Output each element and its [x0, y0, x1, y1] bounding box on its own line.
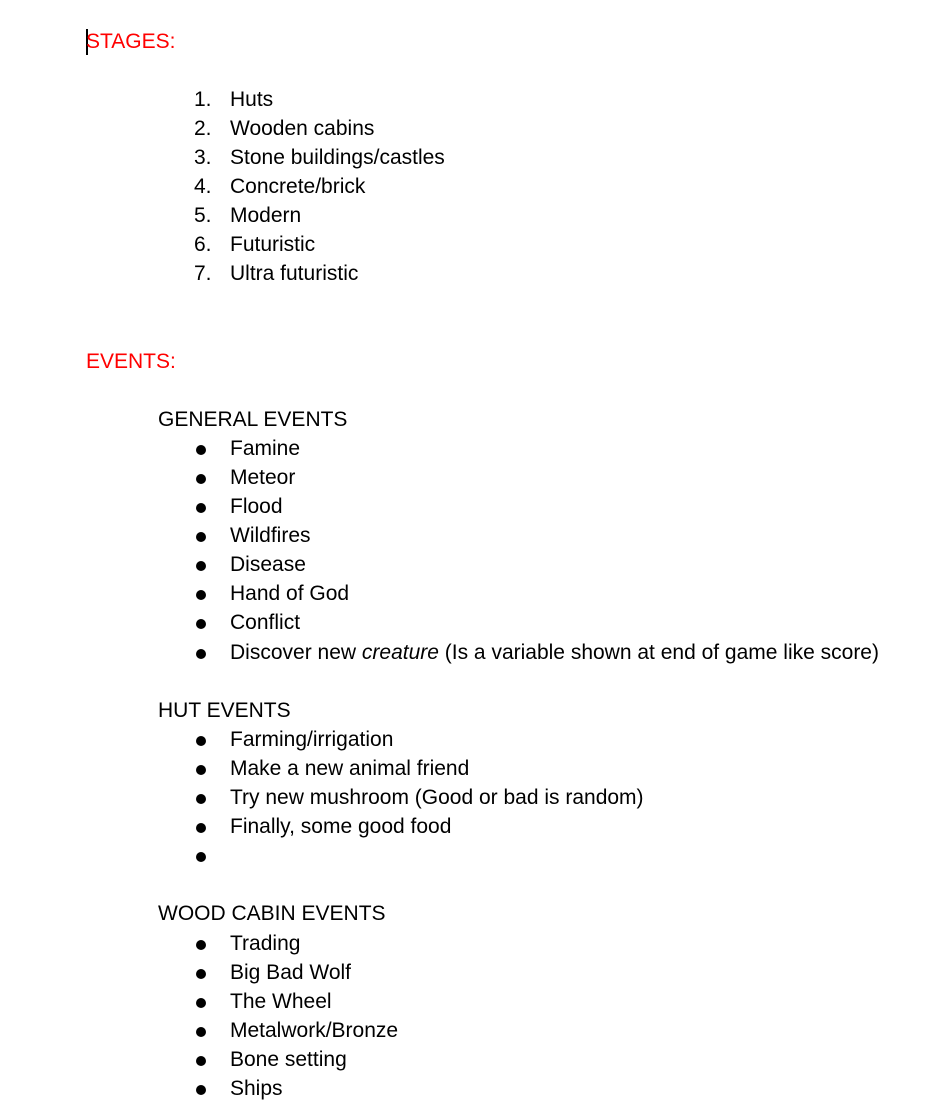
list-item: [0, 610, 945, 639]
list-item: [0, 814, 945, 843]
bullet-icon: [194, 1047, 208, 1073]
list-item: [0, 581, 945, 610]
list-number: 7.: [194, 262, 212, 285]
bullet-icon: [194, 494, 208, 520]
list-item-text: Make a new animal friend: [230, 757, 470, 780]
text-emphasis: creature: [361, 641, 439, 664]
list-item: [0, 931, 945, 960]
bullet-icon: [194, 785, 208, 811]
list-number: 1.: [194, 88, 212, 111]
bullet-icon: [194, 960, 208, 986]
list-item-text: Disease: [230, 553, 306, 576]
list-item-text: Hand of God: [230, 582, 350, 605]
bullet-icon: [194, 640, 208, 666]
list-item: [0, 989, 945, 1018]
list-number: 3.: [194, 146, 212, 169]
list-item-text: Modern: [230, 204, 302, 227]
wood-cabin-events-list: [0, 931, 945, 1105]
list-item: [0, 843, 945, 872]
list-item: [0, 261, 945, 290]
list-item-text: [230, 640, 879, 666]
general-events-list: [0, 436, 945, 668]
list-item-text: Huts: [230, 88, 274, 111]
list-item: [0, 1076, 945, 1105]
bullet-icon: [194, 1076, 208, 1102]
list-item-text: Trading: [230, 932, 301, 955]
list-item-text: Big Bad Wolf: [230, 961, 352, 984]
bullet-icon: [194, 814, 208, 840]
list-item-text: Futuristic: [230, 233, 316, 256]
list-item: [0, 232, 945, 261]
list-item-text: Flood: [230, 495, 283, 518]
list-number: 4.: [194, 175, 212, 198]
list-item-text: Wildfires: [230, 524, 311, 547]
list-item: [0, 1047, 945, 1076]
list-item: [0, 203, 945, 232]
general-events-title: GENERAL EVENTS: [158, 408, 348, 431]
wood-cabin-events-title: WOOD CABIN EVENTS: [158, 902, 386, 925]
list-item-text: Metalwork/Bronze: [230, 1019, 399, 1042]
list-item-text: Finally, some good food: [230, 815, 452, 838]
bullet-icon: [194, 843, 208, 869]
list-item: [0, 727, 945, 756]
list-item: [0, 494, 945, 523]
stages-heading: STAGES:: [86, 30, 176, 53]
events-heading: EVENTS:: [86, 350, 176, 373]
bullet-icon: [194, 552, 208, 578]
list-item-text: Famine: [230, 437, 301, 460]
list-item-text: Wooden cabins: [230, 117, 375, 140]
bullet-icon: [194, 465, 208, 491]
bullet-icon: [194, 1018, 208, 1044]
list-item-text: The Wheel: [230, 990, 332, 1013]
list-item-text: Try new mushroom (Good or bad is random): [230, 786, 644, 809]
list-item-text: Bone setting: [230, 1048, 347, 1071]
list-item-text: Concrete/brick: [230, 175, 366, 198]
list-item-text: Farming/irrigation: [230, 728, 394, 751]
list-item: [0, 174, 945, 203]
bullet-icon: [194, 756, 208, 782]
list-item: [0, 87, 945, 116]
bullet-icon: [194, 523, 208, 549]
list-item: [0, 1018, 945, 1047]
list-item: [0, 116, 945, 145]
bullet-icon: [194, 931, 208, 957]
hut-events-list: [0, 727, 945, 872]
list-item: [0, 465, 945, 494]
list-item: [0, 756, 945, 785]
bullet-icon: [194, 581, 208, 607]
list-item: [0, 436, 945, 465]
list-item-text: Ultra futuristic: [230, 262, 359, 285]
stages-list: [0, 87, 945, 290]
bullet-icon: [194, 436, 208, 462]
list-number: 6.: [194, 233, 212, 256]
list-item-text: Stone buildings/castles: [230, 146, 445, 169]
bullet-icon: [194, 610, 208, 636]
list-item-text: Ships: [230, 1077, 283, 1100]
list-item-text: Conflict: [230, 611, 301, 634]
list-item: [0, 960, 945, 989]
text-suffix: (Is a variable shown at end of game like score): [438, 641, 879, 664]
list-item: [0, 523, 945, 552]
list-item-text: Meteor: [230, 466, 296, 489]
list-item: [0, 785, 945, 814]
list-item: [0, 145, 945, 174]
list-item: [0, 640, 945, 669]
hut-events-title: HUT EVENTS: [158, 699, 291, 722]
bullet-icon: [194, 989, 208, 1015]
list-number: 2.: [194, 117, 212, 140]
list-number: 5.: [194, 204, 212, 227]
text-prefix: Discover new: [230, 641, 362, 664]
bullet-icon: [194, 727, 208, 753]
list-item: [0, 552, 945, 581]
